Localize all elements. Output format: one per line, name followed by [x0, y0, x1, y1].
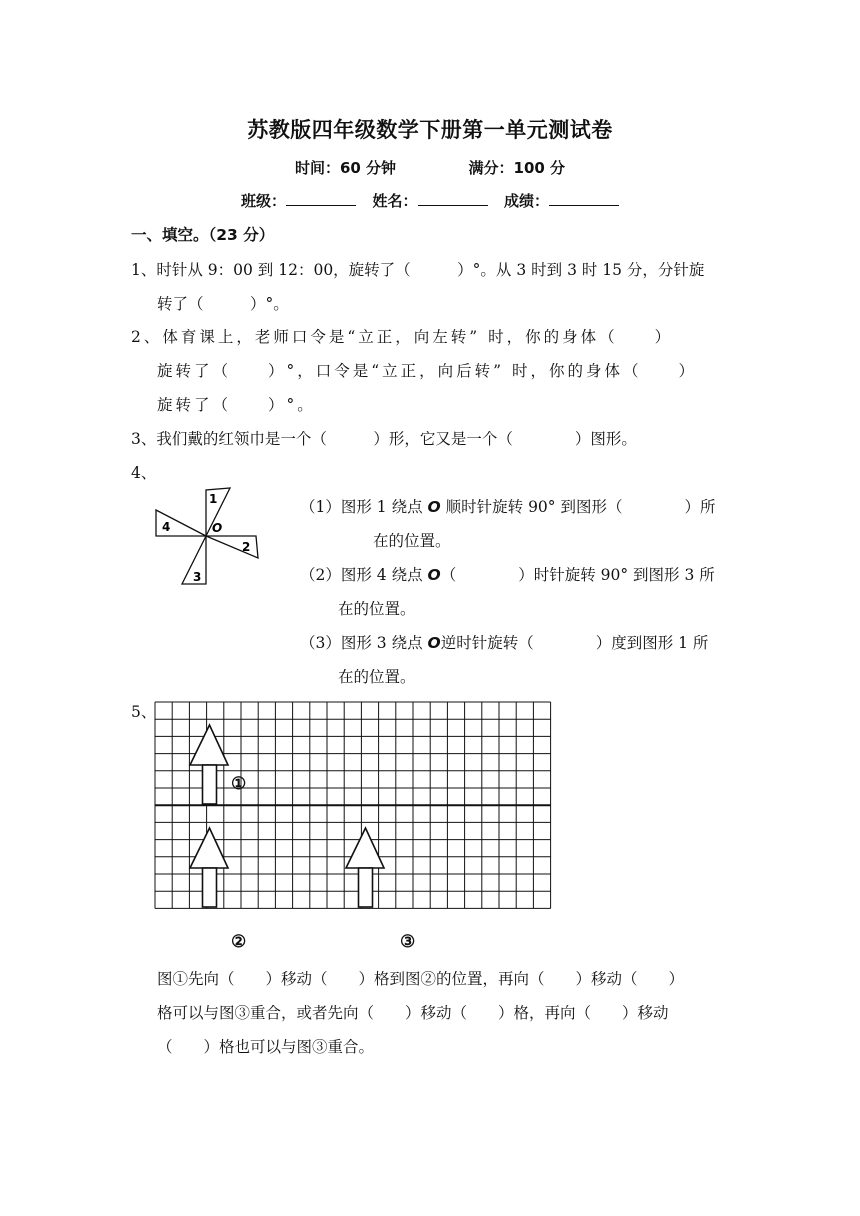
q4-sub1 [300, 495, 715, 517]
point-o: O [427, 566, 441, 584]
exam-info-line [0, 157, 860, 178]
student-info-line [0, 190, 860, 211]
q1-line2: 转了（ ）°。 [157, 295, 289, 313]
q4-sub3-start: （3）图形 3 绕点 [300, 634, 423, 652]
movement-grid [150, 698, 562, 914]
q5-line1: 图①先向（ ）移动（ ）格到图②的位置，再向（ ）移动（ ） [157, 970, 685, 988]
q5-number: 5、 [131, 703, 157, 721]
label-circled-3: ③ [400, 932, 416, 952]
q2-line3: 旋转了（ ）°。 [157, 396, 316, 414]
q1-line1: 1、时针从 9：00 到 12：00，旋转了（ ）°。从 3 时到 3 时 15 分，分针旋 [131, 261, 705, 279]
q3-line: 3、我们戴的红领巾是一个（ ）形，它又是一个（ ）图形。 [131, 430, 637, 448]
label-4: 4 [162, 520, 171, 534]
q4-sub1-cont: 在的位置。 [373, 532, 451, 550]
q2-line1: 2、体育课上，老师口令是“立正，向左转” 时，你的身体（ ） [131, 328, 674, 346]
point-o: O [427, 498, 441, 516]
q4-sub2 [300, 563, 715, 585]
q4-sub3-cont: 在的位置。 [338, 668, 416, 686]
name-label: 姓名： [372, 192, 418, 210]
q4-sub2-start: （2）图形 4 绕点 [300, 566, 423, 584]
q4-sub1-start: （1）图形 1 绕点 [300, 498, 423, 516]
q4-number: 4、 [131, 464, 157, 482]
q4-sub1-end: 顺时针旋转 90° 到图形（ ）所 [445, 498, 716, 516]
q4-sub3-end: 逆时针旋转（ ）度到图形 1 所 [440, 634, 709, 652]
q4-sub2-end: （ ）时针旋转 90° 到图形 3 所 [440, 566, 715, 584]
label-circled-2: ② [231, 932, 247, 952]
time-label: 时间：60 分钟 [294, 159, 397, 177]
q5-line3: （ ）格也可以与图③重合。 [157, 1038, 375, 1056]
grade-label: 成绩： [503, 192, 549, 210]
q2-line2: 旋转了（ ）°，口令是“立正，向后转” 时，你的身体（ ） [157, 362, 698, 380]
point-o: O [427, 634, 441, 652]
label-circled-1: ① [231, 774, 247, 794]
q4-sub3 [300, 631, 708, 653]
class-label: 班级： [241, 192, 287, 210]
class-field[interactable] [286, 191, 356, 206]
name-field[interactable] [418, 191, 488, 206]
q5-line2: 格可以与图③重合，或者先向（ ）移动（ ）格，再向（ ）移动 [157, 1004, 669, 1022]
label-3: 3 [193, 570, 202, 584]
label-o: O [212, 521, 223, 535]
score-label: 满分：100 分 [468, 159, 566, 177]
pinwheel-figure [150, 484, 270, 594]
page-title: 苏教版四年级数学下册第一单元测试卷 [247, 118, 613, 142]
label-1: 1 [209, 492, 218, 506]
q4-sub2-cont: 在的位置。 [338, 600, 416, 618]
label-2: 2 [242, 540, 251, 554]
section-heading: 一、填空。（23 分） [131, 226, 275, 244]
grade-field[interactable] [549, 191, 619, 206]
